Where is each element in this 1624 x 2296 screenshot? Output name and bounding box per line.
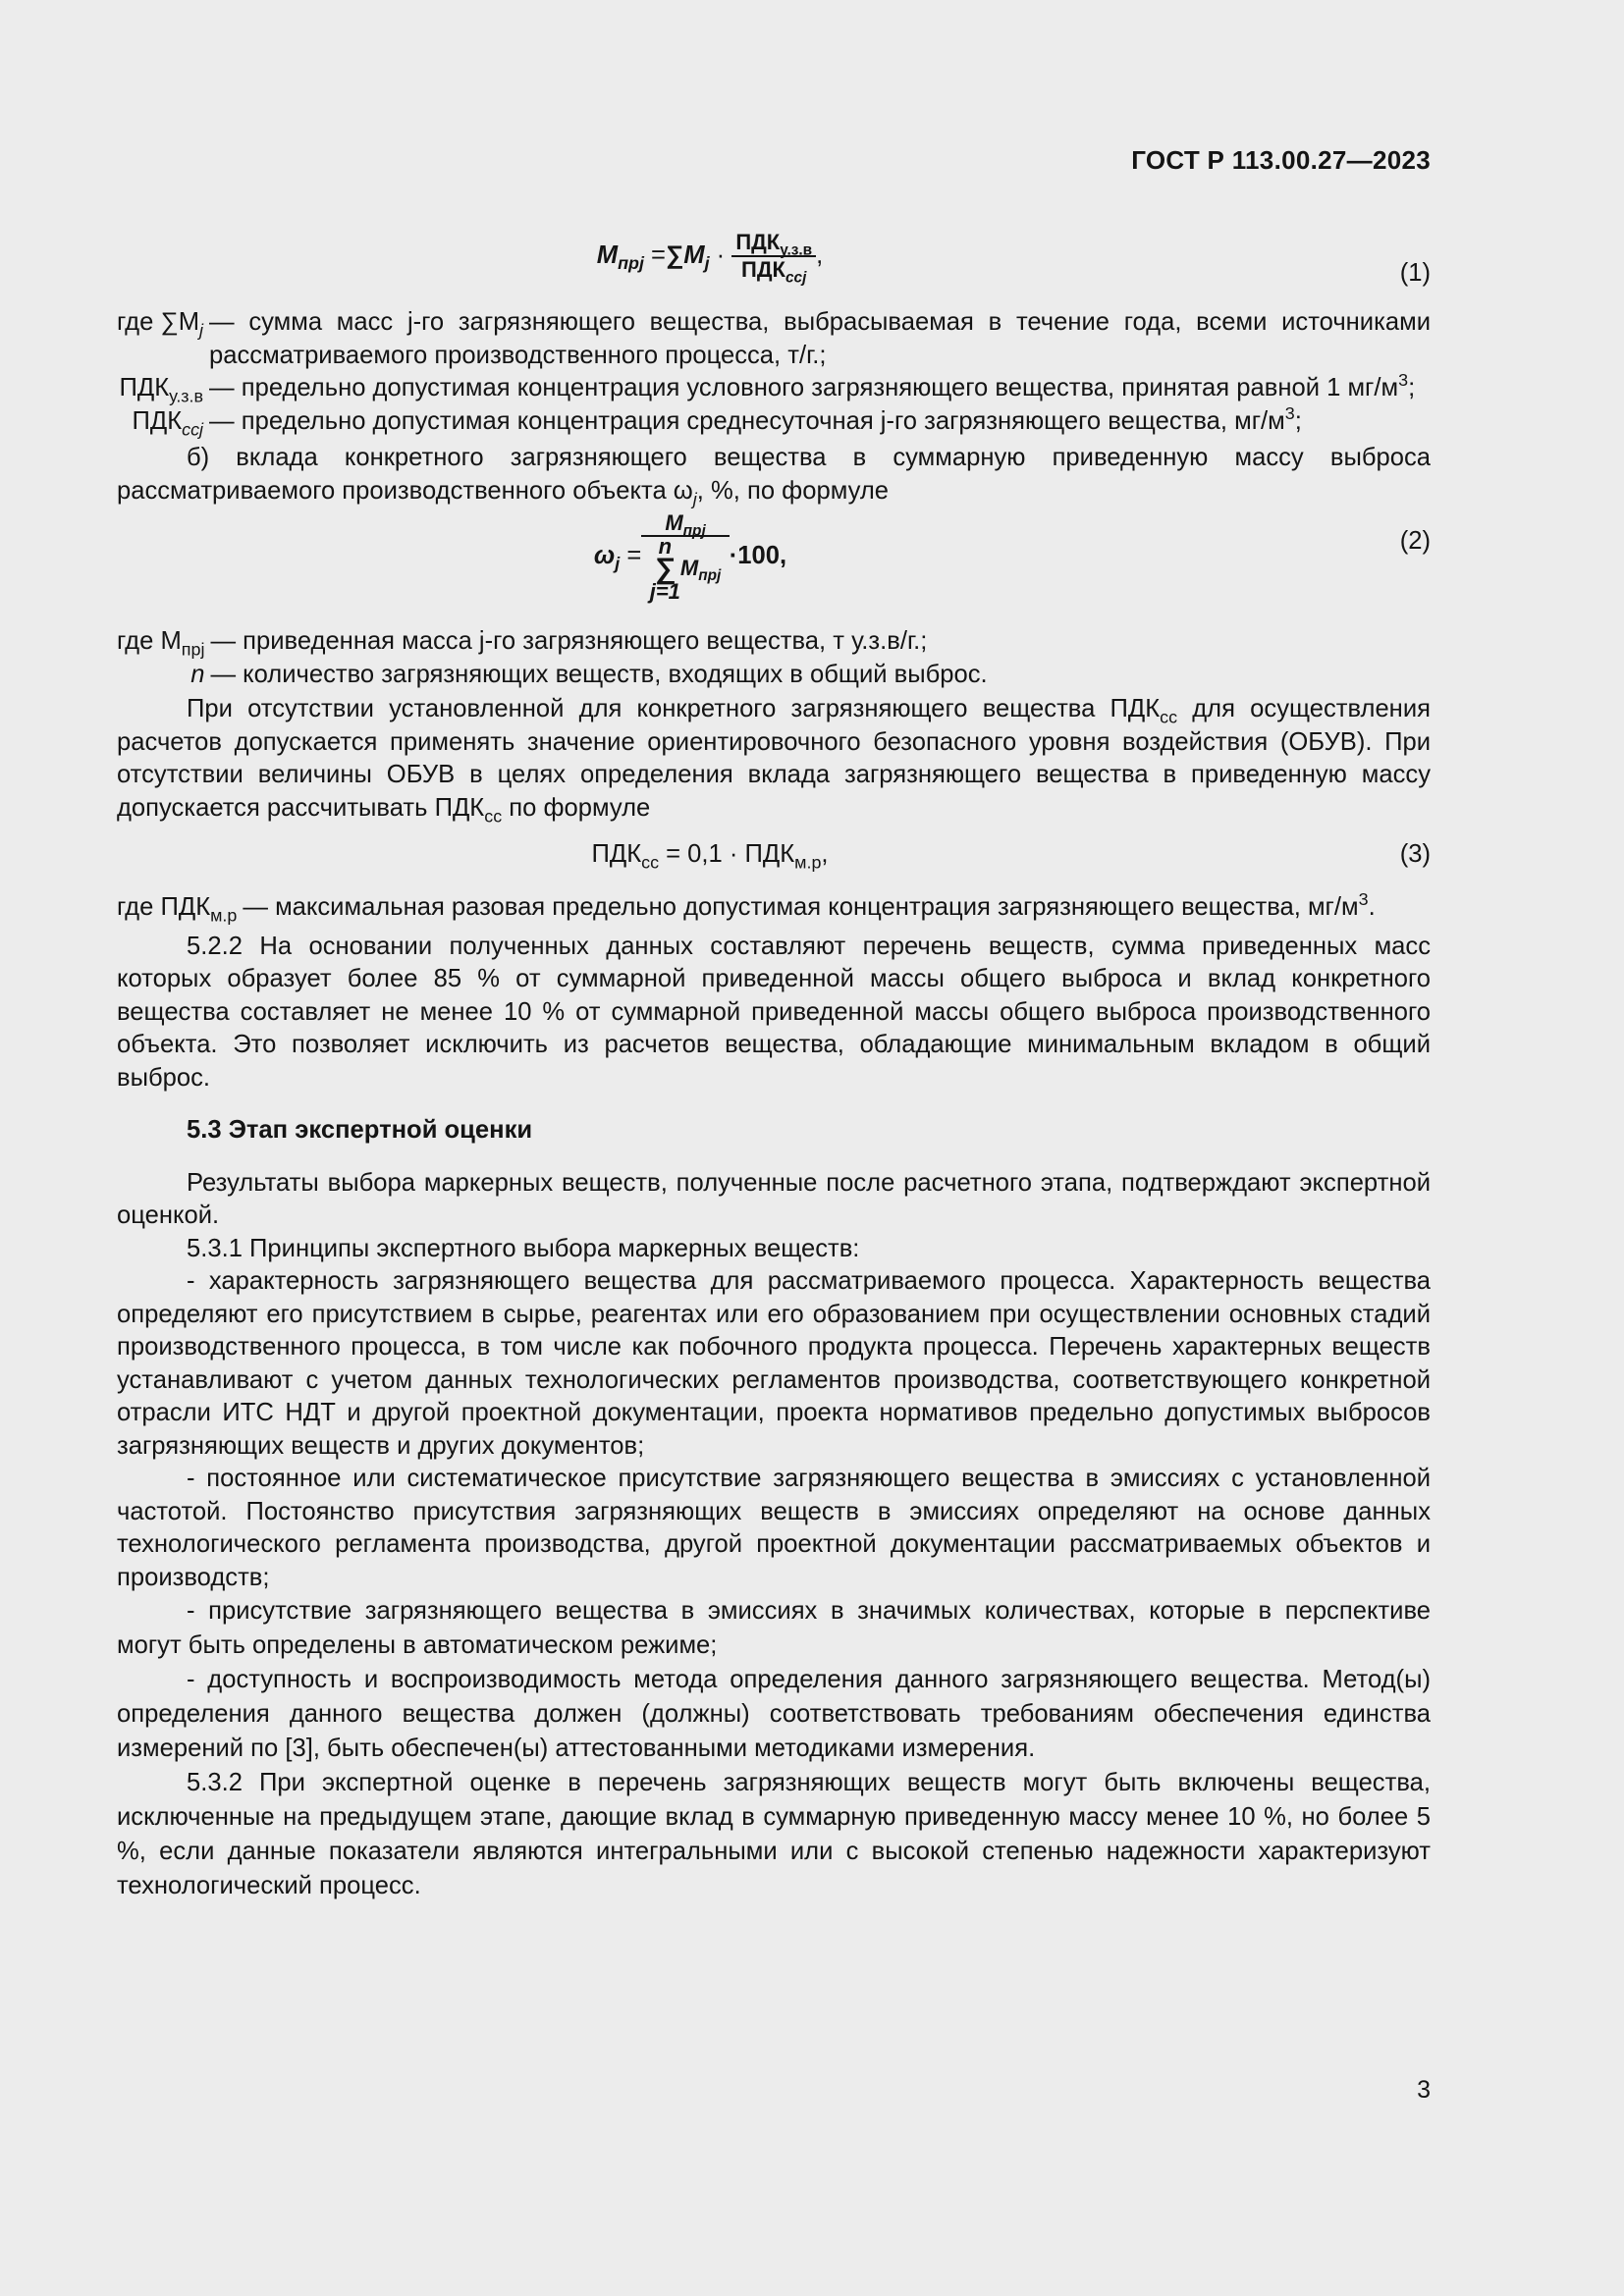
def-term-sub: м.р [210,905,238,926]
formula-2-sum-symbol: ∑ [654,553,676,585]
paragraph-b-sub: j [692,488,697,508]
formula-2-denominator [641,534,729,604]
def-term-text: где ПДК [117,893,211,921]
def-desc: — сумма масс j-го загрязняющего вещества, выбрасываемая в течение года, всеми источниками рассматриваемого производственного процесса, т/г.; [209,308,1431,369]
paragraph-5-3-1: 5.3.1 Принципы экспертного выбора маркерных веществ: [187,1234,860,1262]
formula-2-fraction [641,511,729,602]
formula-2-definitions [117,625,1431,691]
def-term-text: n [190,660,205,688]
formula-2-sum [649,534,680,604]
paragraph-absent-b-sub: cc [484,805,503,826]
paragraph-5-2-2: 5.2.2 На основании полученных данных составляют перечень веществ, сумма приведенных масс которых образует более 85 % от суммарной приведенной массы общего выброса и вклад конкретного вещества составляет не менее 10 % от суммарной приведенной массы общего выброса производственного объекта. Это позволяет исключить из расчетов вещества, обладающие минимальным вкладом в общий выброс. [117,932,1431,1092]
def-term-text: ПДК [119,374,170,401]
formula-2-sum-bottom: j=1 [649,579,680,604]
formula-2-numerator [641,510,729,540]
formula-2-sum-top: n [658,534,673,559]
formula-1-mj: M [683,240,705,269]
paragraph-5-3-2: 5.3.2 При экспертной оценке в перечень загрязняющих веществ могут быть включены вещества, исключенные на предыдущем этапе, дающие вклад в суммарную приведенную массу менее 10 %, но более 5 %, если данные показатели являются интегральными или с высокой степенью надежности характеризуют технологический процесс. [117,1769,1431,1899]
formula-1-sum: ∑ [666,240,684,269]
formula-2 [117,511,1431,625]
paragraph-absent-a: При отсутствии установленной для конкретного загрязняющего вещества ПДК [187,695,1161,722]
paragraph-b-tail: , %, по формуле [696,476,889,505]
def-desc-tail: ; [1294,406,1302,435]
paragraph-absent-a-sub: cc [1160,707,1178,727]
formula-3-comma: , [821,840,829,868]
formula-2-lhs: ω [593,541,616,569]
def-term-text: где M [117,627,182,655]
formula-2-lhs-sub: j [615,554,621,574]
def-term-sub: ccj [182,418,204,439]
page-number: 3 [1417,2076,1431,2104]
def-desc [209,372,1431,405]
paragraph-absent-pdk [117,693,1431,825]
formula-1-lhs: M [596,240,619,269]
formula-3-mid: = 0,1 · ПДК [659,840,795,868]
def-term [117,405,203,439]
paragraph-absent-b: для осуществления расчетов допускается применять значение ориентировочного безопасного уровня воздействия (ОБУВ). При отсутствии величины ОБУВ в целях определения вклада загрязняющего вещества в приведенную массу допускается рассчитывать ПДК [117,695,1431,822]
def-desc: — приведенная масса j-го загрязняющего вещества, т у.з.в/г.; [210,627,928,655]
formula-2-num-text: M [665,510,683,535]
def-desc-sup: 3 [1398,370,1409,391]
formula-3-definitions [117,891,1431,925]
formula-1-definitions [117,306,1431,438]
def-term-text: где ∑M [117,308,200,336]
formula-1-comma: , [816,240,824,269]
formula-1-number: (1) [1399,259,1431,287]
formula-1-denominator [731,257,816,287]
formula-3-lhs-sub: cc [641,852,660,873]
formula-2-den-sub: прj [698,567,722,585]
def-term [117,891,237,925]
bullet-item: - доступность и воспроизводимость метода определения данного загрязняющего вещества. Метод(ы) определения данного вещества должен (должны) соответствовать требованиям обеспечения единства измерений по [3], быть обеспечен(ы) аттестованными методиками измерения. [117,1666,1431,1762]
def-desc-text: — предельно допустимая концентрация среднесуточная j-го загрязняющего вещества, мг/м [209,406,1285,435]
paragraph-b-text: б) вклада конкретного загрязняющего вещества в суммарную приведенную массу выброса рассматриваемого производственного объекта ω [117,444,1431,505]
formula-2-eq: = [620,541,642,569]
formula-2-num-sub: прj [682,522,706,540]
def-term-sub: у.з.в [169,386,204,406]
bullet-item: - характерность загрязняющего вещества для рассматриваемого процесса. Характерность вещества определяют его присутствием в сырье, реагентах или его образованием при осуществлении основных стадий производственного процесса, в том числе как побочного продукта процесса. Перечень характерных веществ устанавливают с учетом данных технологических регламентов производства, соответствующего конкретной отрасли ИТС НДТ и другой проектной документации, проекта нормативов предельно допустимых выбросов загрязняющих веществ и других документов; [117,1267,1431,1460]
formula-3-lhs: ПДК [591,840,642,868]
formula-1-num-sub: у.з.в [780,241,813,259]
formula-2-tail: ·100, [729,541,787,569]
formula-1 [117,230,1431,298]
paragraph-absent-c: по формуле [502,793,651,822]
formula-1-den-text: ПДК [741,257,785,282]
def-desc-sup: 3 [1358,889,1369,910]
def-desc-tail: ; [1408,374,1416,401]
formula-1-fraction [731,230,816,287]
formula-3-expression [0,838,1431,872]
def-term [117,372,203,405]
bullet-item: - присутствие загрязняющего вещества в эмиссиях в значимых количествах, которые в перспективе могут быть определены в автоматическом режиме; [117,1597,1431,1659]
formula-2-den-text: M [679,555,699,580]
formula-3-rhs-sub: м.р [794,852,822,873]
formula-2-expression [0,511,1431,602]
formula-1-den-sub: ccj [785,269,807,287]
formula-2-number: (2) [1399,527,1431,555]
section-heading-5-3: 5.3 Этап экспертной оценки [187,1116,533,1144]
paragraph-results: Результаты выбора маркерных веществ, полученные после расчетного этапа, подтверждают экспертной оценкой. [117,1168,1431,1229]
formula-1-expression [0,230,1431,287]
def-desc [243,891,1431,925]
formula-1-mj-sub: j [704,253,710,274]
formula-1-dot: · [709,240,732,269]
def-desc-text: — предельно допустимая концентрация условного загрязняющего вещества, принятая равной 1 мг/м [209,374,1399,401]
formula-1-numerator [731,230,816,257]
def-desc-sup: 3 [1284,402,1295,423]
formula-3 [117,832,1431,891]
document-code-header: ГОСТ Р 113.00.27—2023 [1131,145,1431,175]
def-term [117,659,204,692]
def-term [117,625,204,659]
def-desc [209,402,1431,439]
def-term [117,306,203,372]
def-desc-tail: . [1368,893,1376,921]
def-desc-text: — максимальная разовая предельно допустимая концентрация загрязняющего вещества, мг/м [243,893,1359,921]
formula-3-number: (3) [1399,840,1431,868]
formula-1-lhs-sub: прj [618,253,644,274]
bullet-item: - постоянное или систематическое присутствие загрязняющего вещества в эмиссиях с установленной частотой. Постоянство присутствия загрязняющих веществ в эмиссиях определяют на основе данных технологического регламента производства, другой проектной документации рассматриваемых объектов и производств; [117,1465,1431,1591]
def-term-sub: прj [181,639,205,660]
page-content [117,224,1431,1903]
paragraph-b [117,442,1431,507]
def-term-sub: j [199,320,204,341]
formula-1-eq: = [643,240,666,269]
def-term-text: ПДК [132,406,183,435]
formula-1-num-text: ПДК [735,230,781,254]
def-desc: — количество загрязняющих веществ, входящих в общий выброс. [210,660,988,688]
